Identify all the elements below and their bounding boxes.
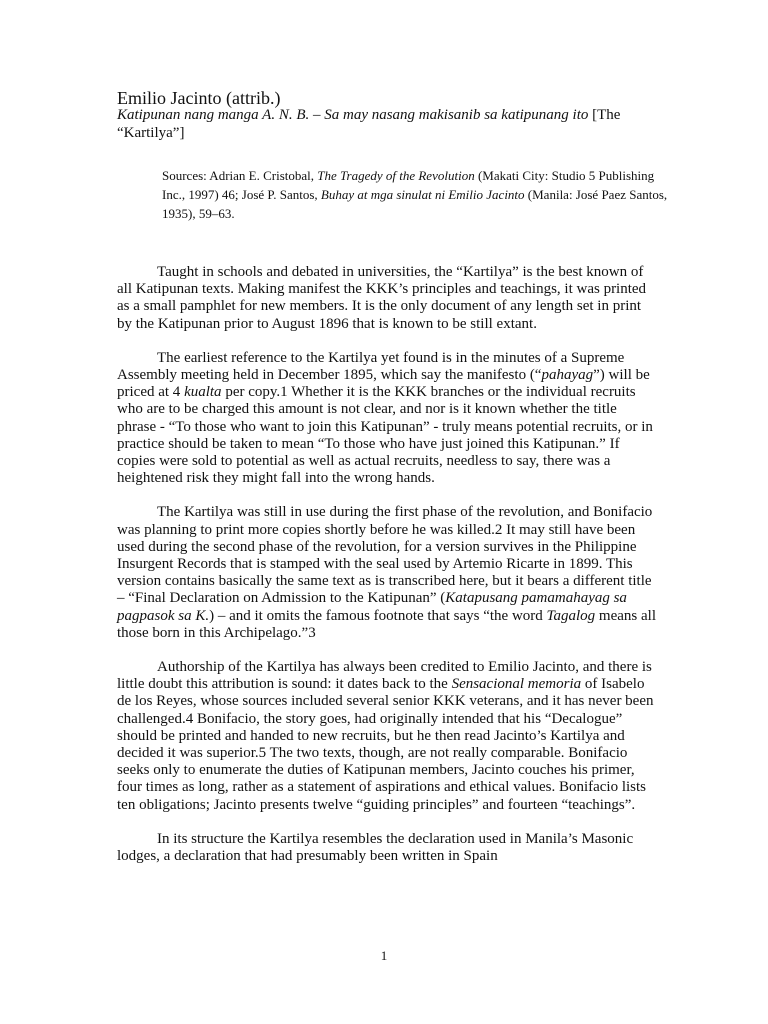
source-book-2-publication: (Manila: José Paez Santos, 1935), 59–63. bbox=[162, 187, 668, 221]
body-text bbox=[117, 264, 657, 882]
paragraph-2 bbox=[117, 350, 657, 488]
subtitle-tagalog-title: Katipunan nang manga A. N. B. – Sa may nasang makisanib sa katipunang ito bbox=[117, 107, 589, 123]
paragraph-2-italic-kualta: kualta bbox=[184, 384, 222, 401]
sources-label: Sources: Adrian E. Cristobal, bbox=[162, 168, 315, 183]
source-book-1-title: The Tragedy of the Revolution bbox=[317, 168, 475, 183]
source-book-2-title: Buhay at mga sinulat ni Emilio Jacinto bbox=[320, 187, 525, 202]
paragraph-4-italic-memoria: Sensacional memoria bbox=[451, 676, 582, 693]
paragraph-3-italic-title: Katapusang pamamahayag sa pagpasok sa K. bbox=[117, 590, 627, 624]
paragraph-2-text-a: The earliest reference to the Kartilya yet found is in the minutes of a Supreme Assembly meeting held in December 1895, which say the manifesto (“ bbox=[117, 349, 625, 384]
subtitle-english-title: [The “Kartilya”] bbox=[117, 107, 621, 141]
paragraph-4 bbox=[117, 659, 657, 814]
paragraph-3-text-c: ) – and it omits the famous footnote that says “the word bbox=[209, 607, 547, 624]
paragraph-5: In its structure the Kartilya resembles the declaration used in Manila’s Masonic lodges, a declaration that had presumably been written in Spain bbox=[117, 830, 634, 865]
paragraph-2-text-c: ”) will be priced at 4 bbox=[117, 367, 650, 401]
source-book-1-publication: (Makati City: Studio 5 Publishing Inc., 1997) 46; José P. Santos, bbox=[162, 168, 655, 202]
paragraph-3-text-a: The Kartilya was still in use during the first phase of the revolution, and Bonifacio was planning to print more copies shortly before he was killed.2 It may still have been used during the second phase of the revolution, for a version survives in the Philippine Insurgent Records that is stamped with the seal used by Artemio Ricarte in 1899. This version contains basically the same text as is transcribed here, but it bears a different title – “Final Declaration on Admission to the Katipunan” ( bbox=[117, 504, 653, 607]
paragraph-3-italic-tagalog: Tagalog bbox=[546, 607, 596, 624]
paragraph-1: Taught in schools and debated in universities, the “Kartilya” is the best known of all Katipunan texts. Making manifest the KKK’s principles and teachings, it was printed as a small pamphlet for new members. It is the only document of any length set in print by the Katipunan prior to August 1896 that is known to be still extant. bbox=[117, 264, 647, 332]
paragraph-4-text-a: Authorship of the Kartilya has always been credited to Emilio Jacinto, and there is little doubt this attribution is sound: it dates back to the bbox=[117, 659, 652, 693]
paragraph-3 bbox=[117, 504, 657, 642]
sources-note bbox=[162, 166, 672, 223]
document-subtitle bbox=[117, 106, 677, 142]
page-number: 1 bbox=[380, 948, 388, 963]
paragraph-4-text-c: of Isabelo de los Reyes, whose sources included several senior KKK veterans, and it has never been challenged.4 Bonifacio, the story goes, had originally intended that his “Decalogue” should be printed and handed to new recruits, but he then read Jacinto’s Kartilya and decided it was superior.5 The two texts, though, are not really comparable. Bonifacio seeks only to enumerate the duties of Katipunan members, Jacinto couches his primer, four times as long, rather as a statement of aspirations and ethical values. Bonifacio lists ten obligations; Jacinto presents twelve “guiding principles” and fourteen “teachings”. bbox=[117, 676, 654, 813]
document-title: Emilio Jacinto (attrib.) bbox=[117, 88, 281, 108]
paragraph-3-text-e: means all those born in this Archipelago.”3 bbox=[117, 607, 656, 641]
paragraph-2-italic-pahayag: pahayag bbox=[541, 367, 594, 384]
paragraph-2-text-e: per copy.1 Whether it is the KKK branches or the individual recruits who are to be charged this amount is not clear, and nor is it known whether the title phrase - “To those who want to join this Katipunan” - truly means potential recruits, or in practice should be taken to mean “To those who have just joined this Katipunan.” If copies were sold to potential as well as actual recruits, needless to say, there was a heightened risk they might fall into the wrong hands. bbox=[117, 384, 653, 487]
